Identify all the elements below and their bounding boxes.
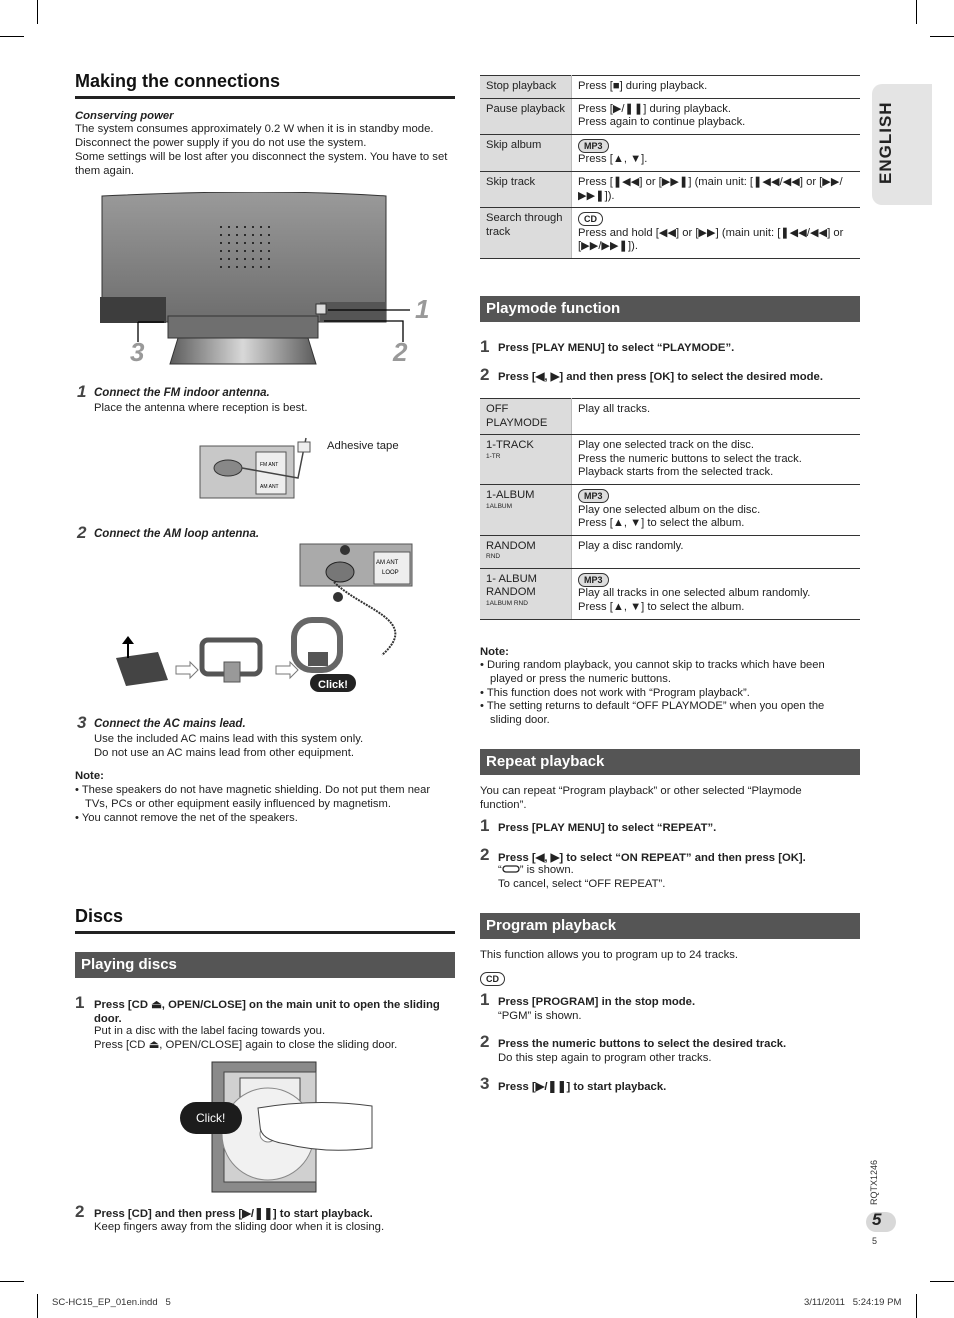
crop-mark — [916, 1294, 917, 1318]
adhesive-tape-label: Adhesive tape — [327, 440, 399, 452]
section-rule — [75, 931, 455, 934]
crop-mark — [930, 1281, 954, 1282]
mp3-badge: MP3 — [578, 139, 609, 153]
step-number: 1 — [480, 990, 490, 1009]
footer-file: SC-HC15_EP_01en.indd 5 — [52, 1297, 171, 1308]
row-text: Press [▶/❚❚] during playback. Press again to continue playback. — [572, 98, 861, 134]
crop-mark — [0, 36, 24, 37]
cd-badge: CD — [578, 212, 603, 226]
subsection-repeat: Repeat playback — [480, 749, 860, 775]
row-text: Press [❚◀◀] or [▶▶❚] (main unit: [❚◀◀/◀◀] or [▶▶/▶▶❚]). — [572, 171, 861, 207]
page-number: 5 — [872, 1210, 882, 1229]
note-item: • You cannot remove the net of the speakers. — [75, 811, 298, 824]
subsection-playmode: Playmode function — [480, 296, 860, 322]
step-title: Press [▶/❚❚] to start playback. — [498, 1081, 667, 1093]
settings-text: Some settings will be lost after you disconnect the system. You have to set them again. — [75, 151, 448, 177]
note-title: Note: — [75, 770, 104, 782]
crop-mark — [916, 0, 917, 24]
row-label: 1-ALBUM 1ALBUM — [480, 484, 572, 535]
crop-mark — [37, 1294, 38, 1318]
step-body: Do not use an AC mains lead from other equipment. — [94, 747, 354, 759]
section-rule — [75, 96, 455, 99]
step-title: Connect the FM indoor antenna. — [94, 387, 270, 399]
step-body: Place the antenna where reception is best. — [94, 402, 308, 414]
mp3-badge: MP3 — [578, 489, 609, 503]
callout-3: 3 — [130, 337, 145, 367]
step-number: 1 — [77, 382, 87, 401]
playmode-table — [480, 398, 860, 620]
rear-unit-illustration — [98, 192, 438, 367]
table-row — [480, 98, 860, 134]
step-number: 2 — [480, 1032, 490, 1051]
step-title: Press [CD] and then press [▶/❚❚] to start playback. — [94, 1208, 373, 1220]
table-row — [480, 134, 860, 171]
note-item: • These speakers do not have magnetic shielding. Do not put them near TVs, PCs or other equipment easily influenced by magnetism. — [75, 784, 431, 810]
row-label: Stop playback — [480, 76, 572, 99]
note-title: Note: — [480, 646, 509, 658]
step-title: Connect the AM loop antenna. — [94, 528, 260, 540]
cd-badge-wrap — [480, 969, 505, 987]
callout-2: 2 — [393, 337, 408, 367]
subsection-program: Program playback — [480, 913, 860, 939]
note-item: • The setting returns to default “OFF PLAYMODE” when you open the sliding door. — [480, 700, 825, 727]
row-text: MP3 Play all tracks in one selected album randomly. Press [▲, ▼] to select the album. — [572, 568, 861, 619]
doc-code: RQTX1246 — [869, 1159, 879, 1205]
row-text: MP3 Press [▲, ▼]. — [572, 134, 861, 171]
step-title: Connect the AC mains lead. — [94, 718, 246, 730]
step-title: Press [PROGRAM] in the stop mode. — [498, 996, 696, 1008]
fm-label: FM ANT — [260, 462, 279, 468]
step-number: 3 — [480, 1074, 490, 1093]
section-title-connections: Making the connections — [75, 71, 281, 91]
notes-list — [480, 659, 858, 728]
row-label: Search through track — [480, 208, 572, 259]
controls-table — [480, 75, 860, 259]
step-number: 1 — [480, 337, 490, 356]
am-label: AM ANT — [260, 484, 279, 490]
note-item: • This function does not work with “Program playback”. — [480, 686, 750, 699]
step-title: Press [PLAY MENU] to select “REPEAT”. — [498, 822, 717, 834]
step-title: Press the numeric buttons to select the desired track. — [498, 1038, 787, 1050]
repeat-intro: You can repeat “Program playback” or other selected “Playmode function”. — [480, 785, 802, 811]
step-title: Press [CD ⏏, OPEN/CLOSE] on the main unit to open the sliding door. — [94, 999, 440, 1025]
row-label: OFF PLAYMODE — [480, 399, 572, 435]
notes-list — [75, 784, 455, 825]
footer-date: 3/11/2011 5:24:19 PM — [804, 1297, 902, 1308]
conserving-power-title: Conserving power — [75, 110, 174, 122]
am-ant-label: AM ANT — [376, 560, 399, 566]
step-body: Keep fingers away from the sliding door when it is closing. — [94, 1221, 385, 1233]
row-text: Play one selected track on the disc. Press the numeric buttons to select the track. Playback starts from the selected track. — [572, 435, 861, 485]
step-number: 1 — [480, 816, 490, 835]
mp3-badge: MP3 — [578, 573, 609, 587]
step-number: 1 — [75, 993, 85, 1012]
row-label: Skip album — [480, 134, 572, 171]
row-text: Play a disc randomly. — [572, 535, 861, 568]
step-body: Do this step again to program other tracks. — [498, 1052, 712, 1064]
repeat-cancel: To cancel, select “OFF REPEAT”. — [498, 878, 666, 890]
step-number: 2 — [77, 523, 87, 542]
step-number: 2 — [480, 365, 490, 384]
step-number: 2 — [480, 845, 490, 864]
crop-mark — [930, 36, 954, 37]
row-label: 1-TRACK 1-TR — [480, 435, 572, 485]
table-row — [480, 535, 860, 568]
cd-badge: CD — [480, 972, 505, 986]
table-row — [480, 208, 860, 259]
loop-label: LOOP — [382, 570, 399, 576]
click-label: Click! — [196, 1111, 226, 1125]
step-title: Press [◀, ▶] to select “ON REPEAT” and then press [OK]. — [498, 852, 806, 864]
subsection-playing-discs: Playing discs — [75, 952, 455, 978]
callout-1: 1 — [415, 294, 430, 324]
table-row — [480, 399, 860, 435]
row-label: RANDOM RND — [480, 535, 572, 568]
row-text: Press [■] during playback. — [572, 76, 861, 99]
row-text: CD Press and hold [◀◀] or [▶▶] (main unit: [❚◀◀/◀◀] or [▶▶/▶▶❚]). — [572, 208, 861, 259]
crop-mark — [0, 1281, 24, 1282]
section-title-discs: Discs — [75, 906, 124, 926]
note-item: • During random playback, you cannot skip to tracks which have been played or press the numeric buttons. — [480, 659, 825, 685]
step-body: Put in a disc with the label facing towards you. — [94, 1025, 326, 1037]
table-row — [480, 171, 860, 207]
disc-insert-illustration — [176, 1058, 376, 1194]
step-body: “PGM” is shown. — [498, 1010, 582, 1022]
conserving-power-text: The system consumes approximately 0.2 W when it is in standby mode. Disconnect the power supply if you do not use the system. — [75, 123, 434, 149]
row-text: MP3 Play one selected album on the disc. Press [▲, ▼] to select the album. — [572, 484, 861, 535]
step-body: Press [CD ⏏, OPEN/CLOSE] again to close the sliding door. — [94, 1039, 398, 1051]
step-number: 2 — [75, 1202, 85, 1221]
row-label: 1- ALBUM RANDOM 1ALBUM RND — [480, 568, 572, 619]
am-antenna-illustration — [112, 540, 422, 695]
repeat-icon — [502, 864, 520, 874]
table-row — [480, 484, 860, 535]
click-label: Click! — [318, 679, 348, 691]
row-label: Skip track — [480, 171, 572, 207]
page-number-small: 5 — [872, 1236, 878, 1246]
row-text: Play all tracks. — [572, 399, 861, 435]
language-tab — [872, 84, 932, 205]
table-row — [480, 435, 860, 485]
program-intro: This function allows you to program up to 24 tracks. — [480, 949, 739, 961]
table-row — [480, 568, 860, 619]
row-label: Pause playback — [480, 98, 572, 134]
repeat-shown: “ ” is shown. — [498, 864, 574, 876]
fm-antenna-illustration — [198, 430, 328, 500]
step-title: Press [PLAY MENU] to select “PLAYMODE”. — [498, 342, 735, 354]
step-body: Use the included AC mains lead with this system only. — [94, 733, 364, 745]
step-title: Press [◀, ▶] and then press [OK] to select the desired mode. — [498, 371, 823, 383]
step-number: 3 — [77, 713, 87, 732]
language-tab-label: ENGLISH — [876, 101, 895, 184]
table-row — [480, 76, 860, 99]
crop-mark — [37, 0, 38, 24]
